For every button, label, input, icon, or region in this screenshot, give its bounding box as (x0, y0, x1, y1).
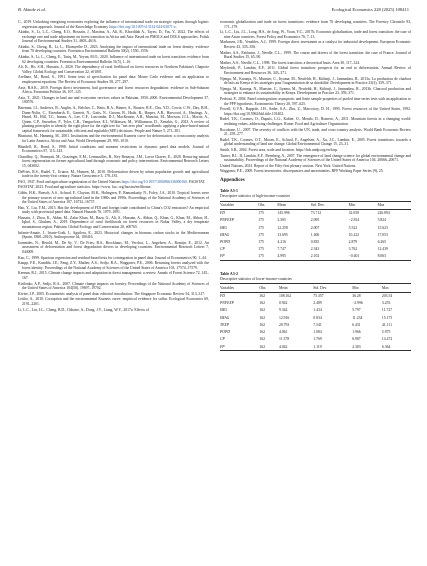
table-cell: 6.364 (381, 344, 391, 349)
column-header: Variables (220, 285, 234, 290)
table-row (220, 343, 411, 351)
table-row (220, 209, 411, 217)
reference-entry (18, 292, 209, 297)
reference-entry: Mather, A.S., Needle, C.L., 1998. The forest transition: a theoretical basis. Area 30, 117–124. (220, 60, 360, 65)
variable-name-cell: IMG (220, 308, 228, 313)
variable-name-cell: FP (220, 344, 225, 349)
variable-name-cell: FD (220, 293, 225, 298)
variable-name-cell: CP (220, 247, 225, 252)
reference-entry: Smith, S.B., 2002. Forest area, scale and location. https://hdr.undp.org/en/faqs. (220, 147, 339, 152)
table-cell: 15.175 (381, 315, 393, 320)
table-row (220, 253, 411, 261)
table-cell: 2.565 (277, 218, 286, 223)
table-cell: 2.102 (310, 254, 320, 259)
table-cell: 175 (258, 254, 264, 259)
table-row (220, 217, 411, 224)
table-cell: 6.431 (352, 322, 361, 327)
reference-entry (18, 180, 209, 185)
reference-entry (18, 106, 209, 133)
reference-entry (18, 297, 209, 306)
table-cell: 2.343 (310, 247, 320, 252)
table-cell: 1.434 (313, 308, 322, 313)
table-row (220, 231, 411, 238)
table-cell: 0.835 (310, 239, 320, 244)
variable-name-cell: CP (220, 337, 225, 342)
table-row (220, 246, 411, 253)
table-cell: 226.894 (377, 211, 390, 216)
column-header: Std. Dev. (310, 202, 325, 207)
table-cell: −0.401 (348, 254, 360, 259)
running-header-journal: Ecological Economics 228 (2025) 108411 (331, 7, 409, 12)
table-row (220, 329, 411, 336)
reference-text: Kao, C., 1999. Spurious regression and residual-based tests for cointegration in panel data. Journal of Econometrics 90, 1–44. (18, 255, 207, 260)
appendices-heading: Appendices (220, 177, 245, 183)
reference-text: Bhattarai, M., Hammig, M., 2001. Institutions and the environmental Kuznets curve for deforestation: a crosscountry analysis for Latin America, Africa and Asia. World Development 29, 995–1010. (18, 134, 209, 143)
column-header: Max (377, 202, 385, 207)
table-cell: 5.522 (348, 225, 358, 230)
variable-name-cell: IMAG (220, 315, 230, 320)
reference-entry: Njenga, M., Karanja, N., Munster, C., Iiyama, M., Neufeldt, H., Kithinji, J., Jamnadass, R., 2013b. Charcoal production and strategies to enhance its sustainability in Kenya. Development in Practice 23, 359–371. (220, 86, 411, 96)
reference-text: Leitão, A., 2010. Corruption and the environmental Kuznets curve: empirical evidence for sulfur. Ecological Economics 69, 2191–2201. (18, 297, 209, 306)
table-cell: 0.834 (313, 315, 322, 320)
table-cell: 6.265 (377, 239, 386, 244)
table-header-row (220, 284, 411, 292)
variable-name-cell: IMG (220, 225, 228, 230)
table-cell: 12.916 (278, 315, 290, 320)
column-header: Std. Dev. (313, 285, 328, 290)
doi-link[interactable]: https://doi.org/10.1007/s13132-024-02071-z (109, 24, 176, 29)
reference-entry: Meyfroidt, P., Lambin, E.F., 2011. Global forest transition: prospects for an end to deforestation. Annual Review of Environment and Resources 36, 343–371. (220, 66, 411, 75)
variable-name-cell: IMAG (220, 232, 230, 237)
column-header: Min (348, 202, 355, 207)
running-header-authors: B. Akinde et al. (18, 7, 47, 12)
table-cell: 14.472 (381, 337, 393, 342)
table-cell: 2.879 (348, 239, 358, 244)
table-header-row (220, 201, 411, 209)
table-cell: 20.793 (278, 322, 290, 327)
table-a3-1 (220, 189, 411, 261)
table-cell: 2.303 (352, 344, 361, 349)
table-cell: 162 (259, 315, 265, 320)
reference-entry (18, 86, 209, 95)
reference-text: Ioannides, N., Herold, M., De Sy, V., De Fries, R.S., Brockhaus, M., Verchot, L., Angelsen, A., Romijn, E., 2012. An assessment of deforestation and forest degradation drivers in developing countries. Environmental Research Letters 7, 044009. (18, 240, 209, 254)
reference-text: Blundell, R., Bond, S., 1998. Initial conditions and moment restrictions in dynamic panel data models. Journal of Econometrics 87, 115–143. (18, 144, 209, 154)
reference-text: Ali, K., Ho, S.H., Hussain, J., 2020. The dependency of rural livelihood on forest resources in Northern Pakistan's Chaprote Valley. Global Ecology and Conservation 22, e01001. (18, 65, 209, 74)
variable-name-cell: PNFEXP (220, 218, 234, 223)
reference-entry: Li, L.C., Liu, J.L., Long, H.S., de Jong, W., Youn, Y.C., 2017b. Economic globalization, trade and forest transition: the case of nine Asian countries. Forest Policy and Economics 76, 7–13. (220, 30, 411, 39)
references-left-column (18, 20, 209, 313)
reference-entry (18, 261, 209, 270)
reference-entry (18, 134, 209, 143)
reference-entry: Mather, A.S., Fairbairn, J., Needle, C.L., 1999. The course and drivers of the forest transition: the case of France. Journal of Rural Studies 15, 65–90. (220, 50, 411, 60)
table-cell: 4.042 (278, 344, 288, 349)
table-cell: 2.489 (313, 301, 322, 306)
table-row (220, 239, 411, 246)
reference-entry (18, 191, 209, 205)
table-cell: 162 (259, 308, 265, 313)
reference-text: FAOSTAT, 2023. Food and agriculture statistics. https://www. fao. org/faostat/en/#home. (18, 185, 152, 190)
table-cell: 7.747 (277, 247, 286, 252)
table-cell: 145.996 (277, 211, 290, 216)
reference-entry (18, 155, 209, 169)
reference-entry: United Nations, 2023. Report of the Fifty-first plenary session. New York: United Nations. (220, 163, 357, 168)
table-cell: 36.28 (352, 293, 361, 298)
reference-text: Chaudhry, Q., Bunnyatt, M., Grazinger, E.M., Lemassilles, R., Rey Benayas, J.M., Lavra Chaves, E., 2020. Restoring natural forest regeneration on former agricultural land through economic and policy interventions. Environmental Research Letters 15, 043002. (18, 154, 209, 168)
reference-text: Bateman, I.J., Andrews, B., Anglin, A., Belcher, C., Betts, R.A., Binner, A., Brasier, R.E., Chu, Y.D., Cowie, C.W., Day, B.H., Dunn-Nylin, C., Eisenbarth, E., Garnett, N., Gatis, N., Groom, B., Hails, R., Harper, A.B., Harwood, A., Hastings, A., Heard, M., Hill, T.C., Inman, A., Lee, C.F., Luscombe, D.J., MacKenzie, A.R., Mancini, M., Morison, J.I.L., Morris, A., Quine, C.P., Snowdon, P., Tyler, C.R., Vanguelova, E.I., Wilkinson, M., Williamson, D., Xenakis, G., 2023. A review of planting principles to identify the right place for the right tree for "net zero plus" woodlands: applying a place-based natural capital framework for sustainable, efficient and equitable (SEE) decisions. People and Nature 5, 271–301. (18, 106, 209, 133)
table-row (220, 307, 411, 314)
reference-text: Kirilenko, A.P., Sedjo, R.A., 2007. Climate change impacts on forestry. Proceedings of the National Academy of Sciences of the United States of America 104(50), 19697–19702. (18, 281, 209, 291)
table-cell: 32.058 (348, 211, 359, 216)
statistics-table (220, 283, 411, 351)
table-cell: 4.216 (277, 239, 286, 244)
table-cell: 4.995 (277, 254, 286, 259)
table-cell: 6.907 (352, 337, 361, 342)
table-cell: 12.439 (377, 247, 388, 252)
reference-entry: Rudel, T.K., Coomes, O.T., Moran, E., Achard, F., Angelsen, A., Xu, J.C., Lambin, E., 2005. Forest transitions: towards a global understanding of land use change. Global Environmental Change 15, 23–31. (220, 137, 411, 147)
table-cell: 1.119 (313, 344, 322, 349)
table-cell: 5.797 (352, 308, 361, 313)
column-header: Obs. (259, 285, 267, 290)
table-cell: 175 (258, 218, 264, 223)
table-cell: 203.54 (381, 293, 393, 298)
table-cell: 5.824 (377, 218, 386, 223)
table-cell: 4.061 (278, 330, 288, 335)
reference-text: Akinbo, S., Cheng, B., Li, L., Eliamyeihe D., 2023. Analyzing the impact of international trade on forest density: evidence from 70 developing countries. Forestnica Environmental Bulletin 30(2), 1550–1556. (18, 44, 209, 54)
variable-name-cell: FP (220, 254, 225, 259)
reference-text: Hao, Y., Liu, Y.M., 2015. Has the development of FDI and foreign trade contributed to China's CO2 emissions? An empirical study with provincial panel data. Natural Hazards 76, 1079–1091. (18, 205, 209, 215)
table-cell: 2.095 (310, 218, 320, 223)
table-cell: 15.623 (377, 225, 388, 230)
column-header: Min (352, 285, 359, 290)
reference-entry (18, 75, 209, 84)
right-column (220, 20, 411, 351)
table-title: Table A3-2 (220, 272, 238, 277)
doi-link[interactable]: https://doi.org/10.1057/3002866336000160 (121, 179, 187, 184)
table-cell: 162 (259, 344, 265, 349)
column-header: Variables (220, 202, 234, 207)
reference-entry: Powell, G.V.N., Rappole, J.H., Sader, S.A., Zhu, Z., Marcotory, D. H., 1995. Forest resources of the United States, 1992. https://doi.org/10.5962/bhl.title.101402. (220, 107, 411, 116)
reference-entry (18, 282, 209, 291)
table-row (220, 224, 411, 231)
table-row (220, 314, 411, 321)
table-title: Table A3-1 (220, 189, 238, 194)
table-cell: 108.162 (278, 293, 292, 298)
reference-entry (18, 241, 209, 255)
reference-entry: Rocabone, U., 2007. The severity of conflicts with the UN, trade, and cross-country analysis. World Bank Economic Review 21, 259–277. (220, 127, 411, 137)
reference-entry (18, 145, 209, 154)
table-caption: Descriptive statistics of high-income-countries (220, 194, 291, 198)
table-cell: 8.063 (377, 254, 386, 259)
table-row (220, 336, 411, 343)
table-row (220, 292, 411, 300)
reference-entry: Pedroni, P., 2004. Panel cointegration: asymptotic and finite sample properties of pooled time series tests with an application to the PPP hypothesis. Econometric Theory 20, 597–625. (220, 96, 412, 106)
table-cell: 41.111 (381, 322, 392, 327)
reference-text: Aziz, T., 2021. Changes in land use and ecosystem services values in Pakistan, 1950–2000. Environmental Development 37, 100576. (18, 95, 209, 105)
table-cell: 175 (258, 225, 264, 230)
table-cell: 9.342 (278, 308, 288, 313)
reference-entry (18, 206, 209, 215)
reference-entry: Markusen, J.R., Venables, A.J., 1999. Foreign direct investment as a catalyst for industrial development. European Economic Review 43, 335–356. (220, 40, 411, 49)
table-cell: 175 (258, 211, 264, 216)
table-cell: 17.053 (377, 232, 388, 237)
table-cell: 1.406 (310, 232, 320, 237)
reference-text: DeFries, R.S., Rudel, T., Uriarte, M., Hansen, M., 2010. Deforestation driven by urban population growth and agricultural trade in the twenty-first century. Nature Geoscience 3, 178–181. (18, 169, 209, 179)
reference-entry (18, 55, 209, 64)
reference-entry (18, 20, 209, 29)
table-cell: 1.966 (352, 330, 361, 335)
table-cell: 175 (258, 247, 264, 252)
column-header: Max (381, 285, 389, 290)
table-cell: 11.378 (278, 337, 290, 342)
reference-entry (18, 170, 209, 179)
reference-text: Infante-Amate, J., Iriarte-Goñi, I., Aguilera, E., 2023. Historical changes in biomass carbon stocks in the Mediterranean (Spain, 1860–2010). Anthropocene 44, 100416. (18, 230, 209, 240)
reference-entry (18, 256, 209, 261)
table-cell: 162 (259, 301, 265, 306)
variable-name-cell: TEXP (220, 322, 229, 327)
table-cell: 73.712 (310, 211, 322, 216)
reference-entry: Turner, B.L. II, Lambin, E.F., Reenberg, A., 2007. The emergence of land change science for global environmental change and sustainability. Proceedings of the National Academy of Sciences of the United States of America 104, 20666–20671. (220, 153, 411, 163)
table-cell: 1.769 (313, 337, 322, 342)
table-row (220, 322, 411, 329)
reference-text: Hussain, J., Zhou, K., Akbar, M., Zafar Khan, M., Raza, G., Ali, S., Hussain, A., Abbas, Q., Khan, G., Khan, M., Abbas, H., Iqbal, S., Ghulam, A., 2019. Dependence of rural livelihoods on forest resources in Naltar Valley, a dry temperate mountainous region, Pakistan. Global Ecology and Conservation 20, e00765. (18, 215, 209, 230)
table-cell: 175 (258, 232, 264, 237)
reference-entry: Njenga, M., Karanja, N., Munster, C., Iiyama, M., Neufeldt, H., Kithinji, J., Jamnadass, R., 2013a. La production de charbon de bois au Kenya et les stratégies pour l'augmentation de sa durabilité. Development in Practice 23(3), 359–371. (220, 76, 411, 86)
table-cell: 75.357 (313, 293, 324, 298)
reference-text-tail: . FAOSTAT. (186, 179, 206, 184)
reference-entry (18, 308, 209, 313)
reference-entry (18, 45, 209, 54)
reference-text: Arellano, M., Bond, S., 1991. Some tests of specification for panel data: Monte Carlo evidence and an application to employment equations. The Review of Economic Studies 58, 277–297. (18, 75, 209, 85)
reference-entry: economic globalization and trade on forest transitions: evidence from 76 developing countries. The Forestry Chronicle 93, 171–179. (220, 20, 411, 29)
table-cell: 11.234 (352, 315, 363, 320)
reference-text: Kivise, J.P., 2005. Econometric analysis of panel data: editorial introduction. The Singapore Economic Review 54, 313–317. (18, 291, 206, 296)
references-right-column (220, 20, 411, 174)
variable-name-cell: POPD (220, 239, 230, 244)
reference-entry (18, 216, 209, 230)
reference-text: Keenan, R.J., 2015. Climate change impacts and adaptation in forest management: a review. Annals of Forest Science 72, 145–167. (18, 271, 209, 280)
column-header: Mean (278, 285, 288, 290)
reference-entry (18, 185, 209, 190)
reference-text: FAO, 1947. Food and agriculture organization of the United Nations (18, 179, 122, 184)
table-caption: Descriptive statistics of lower-income-countries (220, 276, 292, 281)
reference-text-tail: . (175, 24, 177, 29)
variable-name-cell: FD (220, 211, 225, 216)
column-header: Mean (277, 202, 286, 207)
reference-text: C., 2019. Unlocking energising economies exploring the influence of international trade on strategic options through logistic regression approach. Journal of the Knowledge Economy (18, 20, 209, 29)
table-cell: 162 (259, 337, 265, 342)
reference-entry (18, 271, 209, 280)
column-header: Obs. (258, 202, 266, 207)
reference-entry: Waggoner, P.E., 2009. Forest inventories: discrepancies and uncertainties. RFF Working Paper Series (9), 25. (220, 169, 384, 174)
reference-entry (18, 65, 209, 74)
reference-entry (18, 30, 209, 44)
table-cell: 0.942 (278, 301, 288, 306)
table-cell: 5.975 (381, 330, 391, 335)
table-row (220, 300, 411, 307)
table-cell: −2.814 (348, 218, 360, 223)
reference-text: Li, L.C., Liu, J.L., Cheng, B.D., Chhatre, A., Dong, J.Y., Liang, W.Y., 2017a. Effects of (18, 307, 150, 312)
table-cell: 13.695 (277, 232, 288, 237)
table-cell: 12.258 (277, 225, 288, 230)
reference-text: Asse, B.S.K., 2019. Foreign direct investment, bad governance and forest resources degradation: evidence in Sub-Saharan Africa. Economia Politica 36, 107–125. (18, 85, 209, 95)
table-cell: 7.541 (313, 322, 322, 327)
reference-entry (18, 231, 209, 240)
table-cell: 162 (259, 330, 265, 335)
table-cell: 162 (259, 322, 265, 327)
statistics-table (220, 201, 411, 262)
table-cell: 11.727 (381, 308, 393, 313)
table-cell: 175 (258, 239, 264, 244)
reference-entry: Rudel, T.K., Coomes, O., Dupuis, L.G., Kabier, O., Mendo, D., Romero, A., 2011. Mountain forests in a changing world: realizing values, addressing challenges. Rome: Food and Agriculture Organization. (220, 117, 411, 126)
table-cell: 2.007 (310, 225, 320, 230)
reference-text: Kaupp, F.E., Kumbhi, J.E., Pang, Z.Y., Mather, A.S., Sedjo, R.A., Waggoner, P.E., 2006. Returning forests analyzed with the forest identity. Proceedings of the National Academy of Sciences of the United States of America 103, 17574–17579. (18, 261, 209, 270)
reference-text: Gibbs, H.K., Ruesch, A.S., Achard, F., Clayton, M.K., Holmgren, P., Ramankutty, N., Foley, J.A., 2010. Tropical forests were the primary sources of new agricultural land in the 1980s and 1990s. Proceedings of the National Academy of Sciences of the United States of America 107, 16732–16737. (18, 191, 209, 205)
reference-text: Akinbo, S., Li, L., Cheng, E., Tariq, M., Yeyun, M.O., 2020. Influence of international trade on forest transition: evidence from 62 developing countries. Forestnica Environmental Bulletin 31(5), 1–16. (18, 55, 209, 64)
table-cell: 3.762 (348, 247, 358, 252)
table-cell: 3.253 (381, 301, 391, 306)
running-header (18, 7, 409, 17)
table-cell: 10.222 (348, 232, 359, 237)
table-cell: 1.084 (313, 330, 322, 335)
variable-name-cell: PNFEXP (220, 301, 234, 306)
variable-name-cell: POPD (220, 330, 230, 335)
reference-text: Akinbo, S., Li, L.C., Cheng, E.O., Hossain, J., Maxima, A., Ali, R., Khordilah A., Tayeo, D., Yas, Y., 2022. The effects of exchange rate and trade adjustment on forest transition in Africa and Asia: Based on PMOLS and DOLS approaches. Polish Journal of Environmental Studies 31, 4603–4616. (18, 30, 209, 44)
table-a3-2 (220, 272, 411, 351)
table-cell: 162 (259, 293, 265, 298)
reference-entry (18, 96, 209, 105)
table-cell: −2.996 (352, 301, 363, 306)
